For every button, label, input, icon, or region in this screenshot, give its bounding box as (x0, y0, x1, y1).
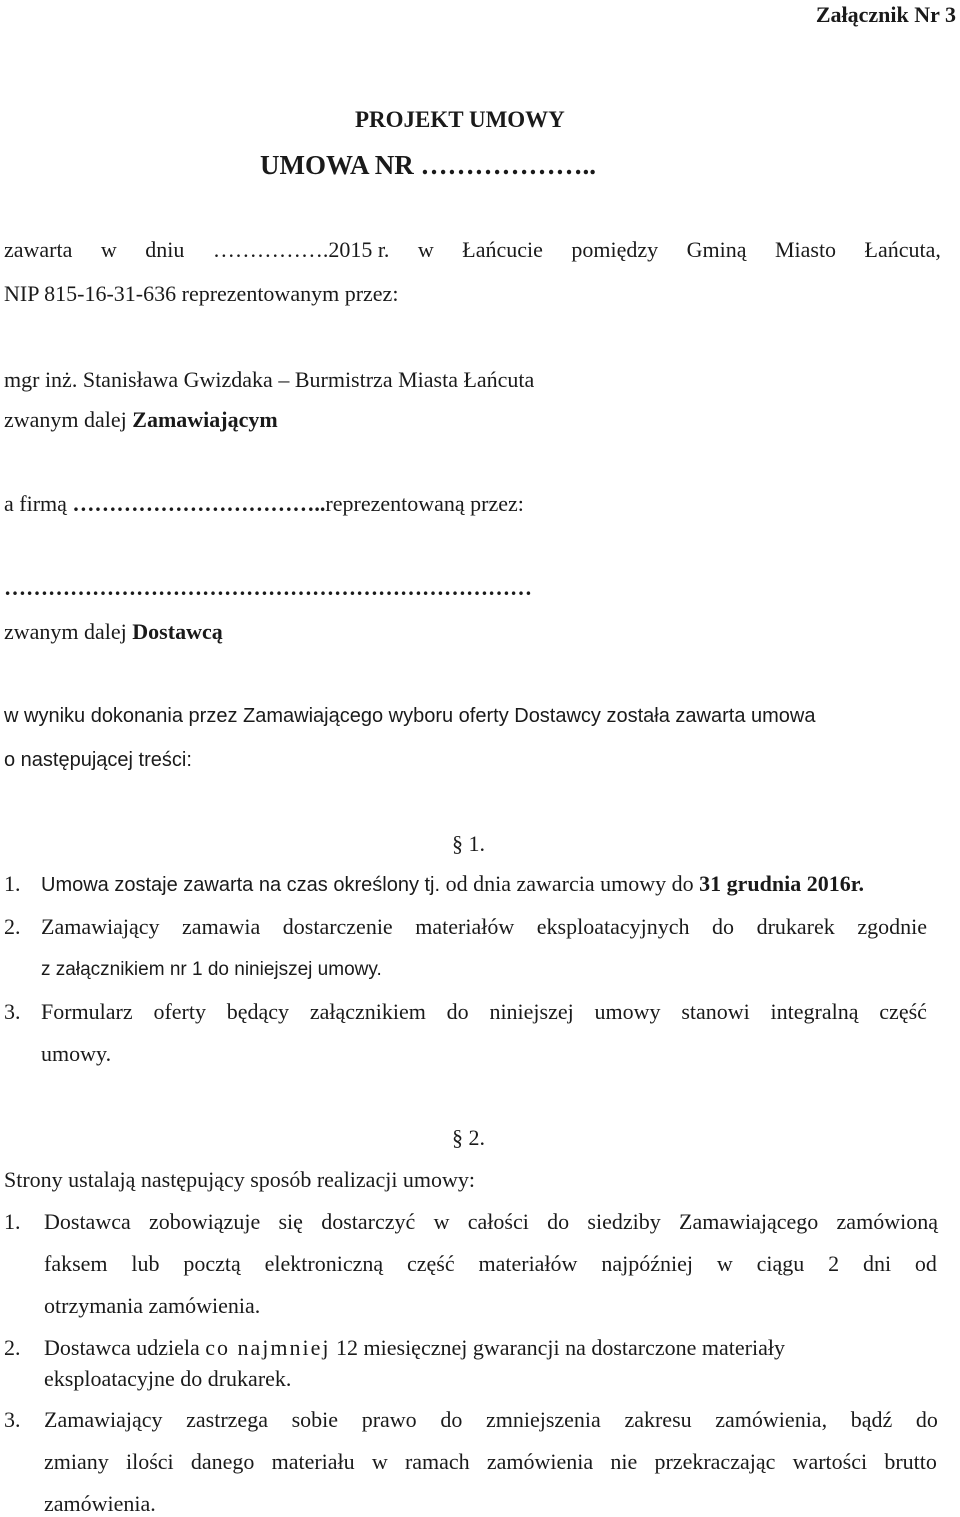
section-1-heading: § 1. (452, 831, 485, 856)
word: siedziby (587, 1209, 661, 1234)
word: Łańcuta, (864, 237, 941, 262)
word: brutto (884, 1449, 937, 1474)
s2-item-2-number: 2. (4, 1335, 21, 1360)
word: wartości (792, 1449, 868, 1474)
word: będący (226, 999, 290, 1024)
word: niniejszej (489, 999, 574, 1024)
s1-item-3-line-1 (41, 999, 927, 1025)
word: materiałów (415, 914, 515, 939)
party2-firm (4, 491, 524, 517)
word: do (440, 1407, 463, 1432)
word: materiału (271, 1449, 355, 1474)
recital-line-1: w wyniku dokonania przez Zamawiającego wyboru oferty Dostawcy została zawarta umowa (4, 705, 816, 727)
word: ilości (125, 1449, 174, 1474)
party1-name (4, 367, 534, 393)
word: Miasto (774, 237, 837, 262)
word: danego (190, 1449, 255, 1474)
s2-item-1-number: 1. (4, 1209, 21, 1234)
word: ciągu (756, 1251, 805, 1276)
word: w (371, 1449, 388, 1474)
party1-role: Zamawiającym (132, 407, 278, 432)
s1-item-3-line-2: umowy. (41, 1041, 112, 1066)
party2-representative-placeholder: ……………………………………………………………… (4, 575, 532, 600)
word: część (879, 999, 927, 1024)
word: oferty (153, 999, 206, 1024)
word: w (716, 1251, 733, 1276)
word: zobowiązuje (149, 1209, 261, 1234)
section-2-lead: Strony ustalają następujący sposób realizacji umowy: (4, 1167, 476, 1192)
word: zmiany (44, 1449, 109, 1474)
word: zamówioną (836, 1209, 938, 1234)
word: elektroniczną (264, 1251, 384, 1276)
party2-role: Dostawcą (132, 619, 223, 644)
word: zastrzega (186, 1407, 268, 1432)
s2-item-3-line-3: zamówienia. (44, 1491, 156, 1516)
word: materiałów (478, 1251, 578, 1276)
s1-item-1-text (41, 871, 864, 898)
warranty-text: Dostawca udziela (44, 1335, 206, 1360)
word: całości (467, 1209, 529, 1234)
warranty-emphasis: co najmniej (205, 1335, 331, 1360)
recital-line-2: o następującej treści: (4, 749, 192, 771)
s1-item-2-number: 2. (4, 914, 21, 939)
word: dostarczenie (282, 914, 393, 939)
word: w (100, 237, 117, 262)
contract-number: UMOWA NR ……………….. (260, 150, 596, 180)
word: do (547, 1209, 570, 1234)
s2-item-2-line-1 (44, 1335, 785, 1361)
section-2-heading: § 2. (452, 1125, 485, 1150)
word: zmniejszenia (485, 1407, 601, 1432)
s2-item-1-line-3: otrzymania zamówienia. (44, 1293, 261, 1318)
word: do (712, 914, 735, 939)
word: faksem (44, 1251, 108, 1276)
attachment-label: Załącznik Nr 3 (815, 2, 956, 27)
word: Formularz (41, 999, 133, 1024)
word: prawo (361, 1407, 417, 1432)
word: integralną (770, 999, 859, 1024)
word: najpóźniej (601, 1251, 693, 1276)
firm-placeholder: …………………………….. (72, 491, 326, 516)
party2-called (4, 619, 223, 645)
firm-rest: reprezentowaną przez: (325, 491, 524, 516)
word: 2 (828, 1251, 840, 1276)
word: ramach (404, 1449, 470, 1474)
s2-item-3-line-2 (44, 1449, 937, 1475)
word: Dostawca (44, 1209, 131, 1234)
title-prefix: mgr inż. (4, 367, 78, 392)
mayor-name: Stanisława Gwizdaka – Burmistrza Miasta Łańcuta (82, 367, 535, 392)
intro-line-1 (4, 237, 941, 263)
word: eksploatacyjnych (536, 914, 690, 939)
word: dni (862, 1251, 892, 1276)
word: lub (131, 1251, 160, 1276)
word: Zamawiający (44, 1407, 163, 1432)
s2-item-3-line-1 (44, 1407, 938, 1433)
s2-item-1-line-1 (44, 1209, 938, 1235)
word: do (446, 999, 469, 1024)
s2-item-3-number: 3. (4, 1407, 21, 1432)
word: bądź (850, 1407, 893, 1432)
date-placeholder: …………….2015 r. (212, 237, 390, 262)
word: od (914, 1251, 937, 1276)
s1-item-1-number: 1. (4, 871, 21, 896)
word: Łańcucie (462, 237, 543, 262)
s1-item-2-line-2: z załącznikiem nr 1 do niniejszej umowy. (41, 959, 382, 980)
word: umowy (594, 999, 661, 1024)
s1-item-3-number: 3. (4, 999, 21, 1024)
firm-prefix: a firmą (4, 491, 73, 516)
project-title: PROJEKT UMOWY (355, 107, 565, 132)
called-prefix: zwanym dalej (4, 619, 133, 644)
word: zawarta (4, 237, 73, 262)
word: nie (610, 1449, 638, 1474)
word: zamówienia, (715, 1407, 828, 1432)
word: zakresu (624, 1407, 692, 1432)
s2-item-2-line-2: eksploatacyjne do drukarek. (44, 1366, 292, 1391)
word: Zamawiającego (679, 1209, 819, 1234)
word: przekraczając (654, 1449, 776, 1474)
intro-line-2: NIP 815-16-31-636 reprezentowanym przez: (4, 281, 399, 306)
term-text-2: od dnia zawarcia umowy do (445, 871, 700, 896)
word: Gminą (686, 237, 747, 262)
word: zamówienia (486, 1449, 594, 1474)
word: część (407, 1251, 455, 1276)
word: drukarek (756, 914, 835, 939)
word: w (433, 1209, 450, 1234)
word: w (417, 237, 434, 262)
s2-item-1-line-2 (44, 1251, 937, 1277)
word: Zamawiający (41, 914, 160, 939)
word: sobie (291, 1407, 339, 1432)
end-date: 31 grudnia 2016r. (699, 871, 864, 896)
word: się (278, 1209, 303, 1234)
word: zamawia (182, 914, 261, 939)
word: dostarczyć (321, 1209, 416, 1234)
s1-item-2-line-1 (41, 914, 927, 940)
word: do (915, 1407, 938, 1432)
called-prefix: zwanym dalej (4, 407, 133, 432)
party1-called (4, 407, 278, 433)
word: stanowi (681, 999, 750, 1024)
word: pomiędzy (571, 237, 659, 262)
word: załącznikiem (309, 999, 426, 1024)
word: dniu (145, 237, 185, 262)
word: zgodnie (857, 914, 927, 939)
word: pocztą (183, 1251, 241, 1276)
warranty-text-2: 12 miesięcznej gwarancji na dostarczone materiały (330, 1335, 785, 1360)
term-text: Umowa zostaje zawarta na czas określony tj. (41, 874, 446, 896)
